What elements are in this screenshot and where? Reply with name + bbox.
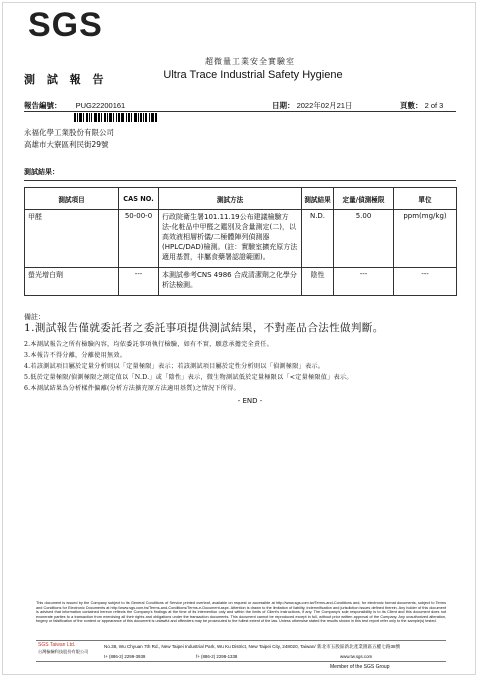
page-count [400,100,443,111]
report-number [24,100,125,111]
table-row [25,268,457,296]
footer-website: www.tw.sgs.com [340,654,373,659]
note-4: 4.若該測試項目屬於定量分析則以「定量極限」表示；若該測試項目屬於定性分析則以「偵測極限」表示。 [24,363,325,370]
barcode-image [74,113,160,122]
footer-company-cn: 台灣檢驗科技股份有限公司 [38,649,89,654]
column-header: CAS NO. [119,188,159,210]
notes-title: 備註： [24,313,45,321]
footer-member: Member of the SGS Group [330,664,390,670]
note-6: 6.本測試結果為分析樣件偏離(分析方法擴充原方法適用基質)之情況下所得。 [24,385,240,392]
detection-limit: 5.00 [334,210,394,268]
table-header-row [25,188,457,210]
test-method: 本測試參考CNS 4986 合成清潔劑之化學分析法檢測。 [159,268,302,296]
results-rule [24,180,456,181]
column-header: 定量/偵測極限 [334,188,394,210]
column-header: 測試結果 [302,188,334,210]
table-row [25,210,457,268]
test-result: N.D. [302,210,334,268]
footer-company-en: SGS Taiwan Ltd. [38,642,76,648]
cas-number: --- [119,268,159,296]
footer-phone: t+ (886-2) 2299-3939 [104,654,146,659]
unit: --- [394,268,457,296]
footer-fax: f+ (886-2) 2298-1338 [196,654,238,659]
end-marker: - END - [237,397,263,405]
results-section-title: 測試結果： [24,168,59,176]
note-1: 1.測試報告僅就委託者之委託事項提供測試結果，不對產品合法性做判斷。 [24,322,384,334]
detection-limit: --- [334,268,394,296]
client-name: 永福化學工業股份有限公司 [24,128,114,137]
report-date-value: 2022年02月21日 [296,101,353,110]
page-count-value: 2 of 3 [424,101,444,110]
column-header: 測試方法 [159,188,302,210]
footer-rule-bottom [36,661,446,662]
footer-address: No.38, Wu Chyuan 7th Rd., New Taipei Industrial Park, Wu Ku District, New Taipei City, 248020, Taiwan/ 新北市五股區新北產業園區五權七路38號 [104,644,401,649]
note-5: 5.低於定量極限/偵測極限之測定值以「N.D.」或「陰性」表示，微生物測試低於定量極限以「<定量極限值」表示。 [24,374,353,381]
report-date-label: 日期： [272,101,295,110]
results-table [24,187,457,296]
client-address: 高雄市大寮區利民街29號 [24,140,109,149]
footer-rule [36,640,446,641]
header-rule [24,111,456,112]
test-result: 陰性 [302,268,334,296]
note-3: 3.本報告不得分離，分離使用無效。 [24,352,127,359]
column-header: 單位 [394,188,457,210]
report-title: 測 試 報 告 [24,73,108,86]
note-2: 2.本測試報告之所有檢驗內容，均依委託事項執行檢驗，如有不實，願意承擔完全責任。 [24,341,274,348]
test-method: 行政院衛生署101.11.19公布建議檢驗方法-化粧品中甲醛之鑑別及含量測定(二)，以高效液相層析儀/二極體陣列偵測器(HPLC/DAD)檢測。(註：實驗室擴充原方法適用基質，非屬食藥署認證範圍)。 [159,210,302,268]
report-number-label: 報告編號： [24,101,62,110]
lab-name-cn: 超微量工業安全實驗室 [205,57,295,66]
page-count-label: 頁數： [400,101,423,110]
cas-number: 50-00-0 [119,210,159,268]
test-item: 螢光增白劑 [25,268,119,296]
sgs-logo: SGS [28,6,103,44]
unit: ppm(mg/kg) [394,210,457,268]
lab-name-en: Ultra Trace Industrial Safety Hygiene [163,69,343,81]
legal-disclaimer: This document is issued by the Company subject to its General Conditions of Service printed overleaf, available on request or accessible at http://www.sgs.com.tw/Terms-and-Conditions and, for electronic format documents, subject to Terms and Conditions for Electronic Documents at http://www.sgs.com.tw/Terms-and-Conditions/Terms-e-Document.aspx. Attention is drawn to the limitation of liability, indemnification and jurisdiction issues defined therein. Any holder of this document is advised that information contained hereon reflects the Company's findings at the time of its intervention only and within the limits of Client's instructions, if any. The Company's sole responsibility is to its Client and this document does not exonerate parties to a transaction from exercising all their rights and obligations under the transaction documents. This document cannot be reproduced except in full, without prior written approval of the Company. Any unauthorized alteration, forgery or falsification of the content or appearance of this document is unlawful and offenders may be prosecuted to the fullest extent of the law. Unless otherwise stated the results shown in this test report refer only to the sample(s) tested. [36,601,446,624]
report-date [272,100,352,111]
report-number-value: PUG22200161 [75,101,126,110]
test-item: 甲醛 [25,210,119,268]
column-header: 測試項目 [25,188,119,210]
